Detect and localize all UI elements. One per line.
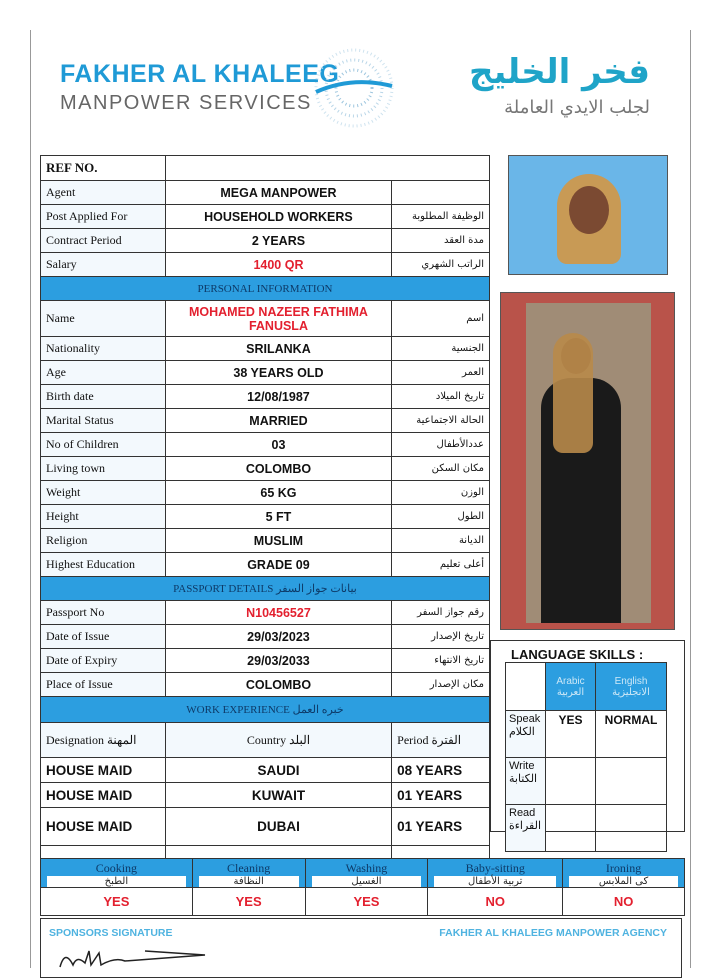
form-row — [41, 337, 490, 361]
passport-header: PASSPORT DETAILS بيانات جواز السفر — [41, 577, 490, 601]
logo-english-subtitle: MANPOWER SERVICES — [60, 92, 312, 114]
field-value: 12/08/1987 — [165, 385, 391, 409]
top-rows — [41, 181, 490, 277]
field-label: Birth date — [41, 385, 166, 409]
field-label: Marital Status — [41, 409, 166, 433]
field-label: Passport No — [41, 601, 166, 625]
personal-info-header: PERSONAL INFORMATION — [41, 277, 490, 301]
photo-person-scarf — [553, 333, 593, 453]
form-row — [41, 181, 490, 205]
field-label-arabic: أعلى تعليم — [392, 553, 490, 577]
lang-skill-label: Speak الكلام — [506, 711, 546, 758]
work-country: DUBAI — [165, 808, 391, 846]
field-label-arabic: العمر — [392, 361, 490, 385]
work-row — [41, 758, 490, 783]
form-row — [41, 625, 490, 649]
field-label-arabic: تاريخ الميلاد — [392, 385, 490, 409]
field-label: Living town — [41, 457, 166, 481]
lang-skill-label: Write الكتابة — [506, 758, 546, 805]
logo-arabic-name: فخر الخليج — [469, 52, 650, 92]
field-label: Nationality — [41, 337, 166, 361]
form-row — [41, 553, 490, 577]
work-period: 08 YEARS — [392, 758, 490, 783]
field-value: COLOMBO — [165, 457, 391, 481]
field-label-arabic: الوزن — [392, 481, 490, 505]
work-col-period: Period الفترة — [392, 723, 490, 758]
field-label: No of Children — [41, 433, 166, 457]
field-label: Date of Expiry — [41, 649, 166, 673]
full-body-photo — [500, 292, 675, 630]
logo-globe-icon — [312, 46, 396, 130]
skill-header — [305, 859, 428, 888]
skills-table — [40, 858, 685, 916]
work-col-country: Country البلد — [165, 723, 391, 758]
language-skills-table — [505, 662, 667, 852]
field-label-arabic: الطول — [392, 505, 490, 529]
field-value: GRADE 09 — [165, 553, 391, 577]
skill-value: YES — [192, 888, 305, 916]
field-value: 2 YEARS — [165, 229, 391, 253]
logo-arabic-subtitle: لجلب الايدي العاملة — [504, 97, 650, 118]
field-value: COLOMBO — [165, 673, 391, 697]
work-designation: HOUSE MAID — [41, 783, 166, 808]
lang-english-value — [596, 758, 667, 805]
skill-value: NO — [428, 888, 563, 916]
lang-col-arabic: Arabic العربية — [546, 663, 596, 711]
field-label: Agent — [41, 181, 166, 205]
form-row — [41, 649, 490, 673]
lang-col-english: English الانجليزية — [596, 663, 667, 711]
field-label: Salary — [41, 253, 166, 277]
work-row — [41, 783, 490, 808]
cv-main-table — [40, 155, 490, 862]
form-row — [41, 385, 490, 409]
work-rows — [41, 758, 490, 846]
lang-skill-label: Read القراءة — [506, 805, 546, 852]
field-value: 29/03/2033 — [165, 649, 391, 673]
handwritten-signature — [55, 947, 225, 971]
work-country: KUWAIT — [165, 783, 391, 808]
field-label: Date of Issue — [41, 625, 166, 649]
field-label-arabic: مكان السكن — [392, 457, 490, 481]
field-label: Age — [41, 361, 166, 385]
form-row — [41, 229, 490, 253]
field-label: Place of Issue — [41, 673, 166, 697]
field-label-arabic: رقم جواز السفر — [392, 601, 490, 625]
form-row — [41, 253, 490, 277]
form-row — [41, 433, 490, 457]
form-row — [41, 409, 490, 433]
logo-english-name: FAKHER AL KHALEEG — [60, 60, 340, 88]
skill-name-arabic: الغسيل — [312, 876, 422, 887]
form-row — [41, 673, 490, 697]
field-label-arabic: مدة العقد — [392, 229, 490, 253]
skill-name: Cleaning — [226, 861, 271, 875]
lang-corner — [506, 663, 546, 711]
lang-row — [506, 758, 667, 805]
field-label-arabic: عددالأطفال — [392, 433, 490, 457]
lang-row — [506, 805, 667, 852]
field-value: MEGA MANPOWER — [165, 181, 391, 205]
lang-arabic-value — [546, 805, 596, 852]
skill-header — [428, 859, 563, 888]
skill-value: YES — [41, 888, 193, 916]
skill-name-arabic: النظافة — [199, 876, 299, 887]
field-value: 03 — [165, 433, 391, 457]
skill-header — [563, 859, 685, 888]
lang-arabic-value: YES — [546, 711, 596, 758]
work-designation: HOUSE MAID — [41, 758, 166, 783]
field-label-arabic — [392, 181, 490, 205]
field-value: MUSLIM — [165, 529, 391, 553]
skill-value: YES — [305, 888, 428, 916]
lang-row — [506, 711, 667, 758]
skill-value: NO — [563, 888, 685, 916]
language-skills-title: LANGUAGE SKILLS : — [511, 647, 644, 662]
field-label-arabic: الجنسية — [392, 337, 490, 361]
work-col-designation: Designation المهنة — [41, 723, 166, 758]
form-row — [41, 457, 490, 481]
work-row — [41, 808, 490, 846]
field-label-arabic: الراتب الشهري — [392, 253, 490, 277]
skill-header — [41, 859, 193, 888]
field-value: HOUSEHOLD WORKERS — [165, 205, 391, 229]
field-label: Height — [41, 505, 166, 529]
ref-value — [165, 156, 489, 181]
lang-arabic-value — [546, 758, 596, 805]
field-label: Name — [41, 301, 166, 337]
work-period: 01 YEARS — [392, 783, 490, 808]
form-row — [41, 529, 490, 553]
work-country: SAUDI — [165, 758, 391, 783]
lang-english-value — [596, 805, 667, 852]
field-value: 65 KG — [165, 481, 391, 505]
field-label-arabic: اسم — [392, 301, 490, 337]
form-row — [41, 361, 490, 385]
agency-label: FAKHER AL KHALEEG MANPOWER AGENCY — [439, 927, 667, 939]
field-label-arabic: تاريخ الإصدار — [392, 625, 490, 649]
field-value: N10456527 — [165, 601, 391, 625]
work-experience-header: WORK EXPERIENCE خبره العمل — [41, 697, 490, 723]
field-value: 38 YEARS OLD — [165, 361, 391, 385]
portrait-photo — [508, 155, 668, 275]
lang-english-value: NORMAL — [596, 711, 667, 758]
field-value: 5 FT — [165, 505, 391, 529]
portrait-face — [569, 186, 609, 234]
signature-box — [40, 918, 682, 978]
passport-rows — [41, 601, 490, 697]
field-label: Highest Education — [41, 553, 166, 577]
skill-name-arabic: كى الملابس — [569, 876, 678, 887]
page-edge-left — [30, 30, 31, 968]
field-label: Contract Period — [41, 229, 166, 253]
form-row — [41, 301, 490, 337]
field-label: Religion — [41, 529, 166, 553]
field-label: Weight — [41, 481, 166, 505]
skill-name: Baby-sitting — [465, 861, 525, 875]
form-row — [41, 205, 490, 229]
field-label-arabic: الديانة — [392, 529, 490, 553]
field-label-arabic: الوظيفة المطلوبة — [392, 205, 490, 229]
field-value: 29/03/2023 — [165, 625, 391, 649]
work-period: 01 YEARS — [392, 808, 490, 846]
skill-name-arabic: تربية الأطفال — [434, 876, 556, 887]
field-value: MOHAMED NAZEER FATHIMA FANUSLA — [165, 301, 391, 337]
personal-rows — [41, 301, 490, 577]
page-edge-right — [690, 30, 691, 968]
form-row — [41, 601, 490, 625]
skill-name: Cooking — [95, 861, 138, 875]
field-value: SRILANKA — [165, 337, 391, 361]
skill-header — [192, 859, 305, 888]
field-label: Post Applied For — [41, 205, 166, 229]
skill-name: Washing — [345, 861, 388, 875]
form-row — [41, 481, 490, 505]
field-value: 1400 QR — [165, 253, 391, 277]
ref-label: REF NO. — [41, 156, 166, 181]
field-value: MARRIED — [165, 409, 391, 433]
work-designation: HOUSE MAID — [41, 808, 166, 846]
sponsor-signature-label: SPONSORS SIGNATURE — [49, 927, 173, 939]
form-row — [41, 505, 490, 529]
field-label-arabic: مكان الإصدار — [392, 673, 490, 697]
field-label-arabic: تاريخ الانتهاء — [392, 649, 490, 673]
field-label-arabic: الحالة الاجتماعية — [392, 409, 490, 433]
skill-name: Ironing — [605, 861, 642, 875]
skill-name-arabic: الطبخ — [47, 876, 186, 887]
